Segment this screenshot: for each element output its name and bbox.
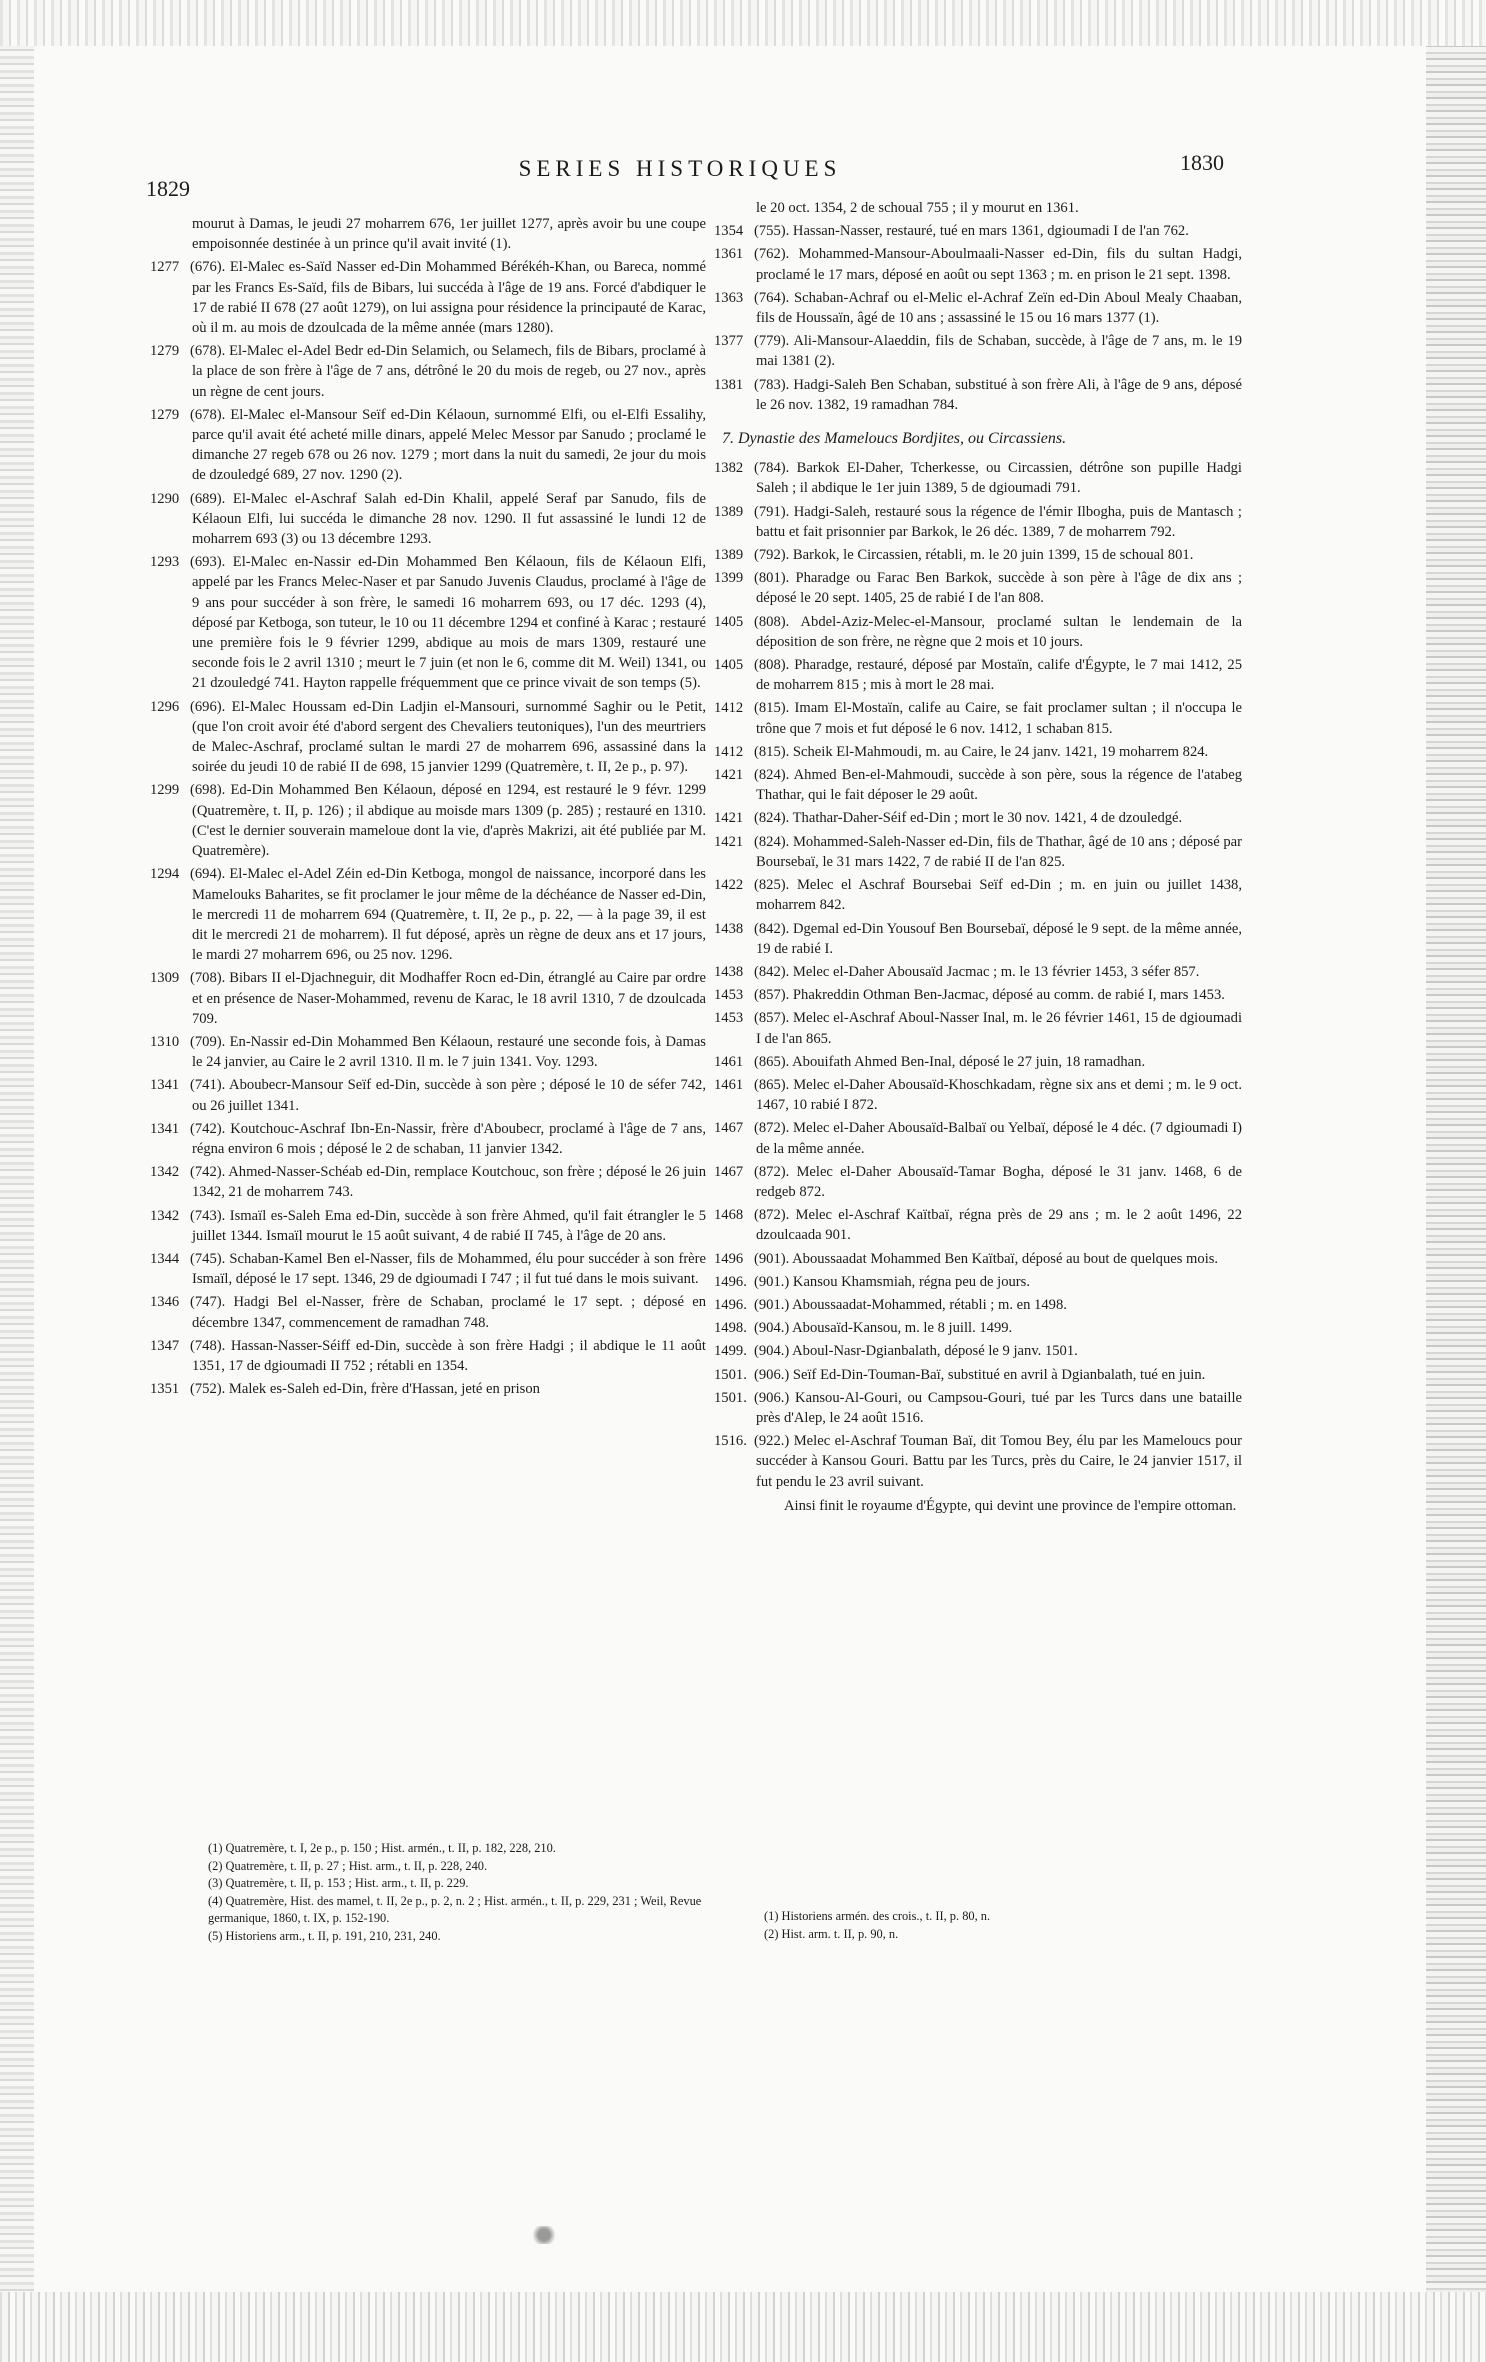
entry-text: (779). Ali-Mansour-Alaeddin, fils de Schaban, succède, à l'âge de 7 ans, m. le 19 mai 1381 (2). xyxy=(754,333,1242,370)
footnote: (2) Quatremère, t. II, p. 27 ; Hist. arm., t. II, p. 228, 240. xyxy=(208,1858,488,1873)
entry-year: 1310 xyxy=(150,1033,180,1050)
page-header xyxy=(0,150,1486,201)
entry-text: (696). El-Malec Houssam ed-Din Ladjin el-Mansouri, surnommé Saghir ou le Petit, (que l'on croit avoir été d'abord sergent des Chevaliers teutoniques), l'un des meurtriers de Malec-Aschraf, proclamé sultan le mardi 27 de moharrem 696, assassiné dans la soirée du jeudi 10 de rabié II de 698, 15 janvier 1299 (Quatremère, t. II, 2e p., p. 97). xyxy=(190,698,706,776)
entry-year: 1351 xyxy=(150,1381,180,1398)
entry-year: 1277 xyxy=(150,259,180,276)
chronology-entry xyxy=(150,1249,706,1289)
entry-year: 1405 xyxy=(714,613,744,630)
entry-text: (755). Hassan-Nasser, restauré, tué en mars 1361, dgioumadi I de l'an 762. xyxy=(754,223,1189,240)
entry-year: 1501. xyxy=(714,1389,747,1406)
right-column xyxy=(714,198,1242,1516)
entry-text: (865). Melec el-Daher Abousaïd-Khoschkadam, règne six ans et demi ; m. le 9 oct. 1467, 10 rabié I 872. xyxy=(754,1076,1242,1114)
chronology-entry xyxy=(714,1052,1242,1072)
chronology-entry xyxy=(714,919,1242,959)
chronology-entry xyxy=(150,341,706,402)
entry-text: (801). Pharadge ou Farac Ben Barkok, succède à son père à l'âge de dix ans ; déposé le 20 sept. 1405, 25 de rabié I de l'an 808. xyxy=(754,570,1242,607)
chronology-entry xyxy=(714,1008,1242,1048)
chronology-entry xyxy=(714,502,1242,542)
chronology-entry xyxy=(714,1205,1242,1245)
chronology-entry xyxy=(714,375,1242,415)
scan-edge-bottom xyxy=(0,2292,1486,2362)
entry-text: (748). Hassan-Nasser-Séiff ed-Din, succède à son frère Hadgi ; il abdique le 11 août 1351, 17 de dgioumadi II 752 ; rétabli en 1354. xyxy=(190,1337,706,1374)
chronology-entry xyxy=(714,1162,1242,1202)
entry-year: 1461 xyxy=(714,1053,744,1070)
entry-text: (865). Abouifath Ahmed Ben-Inal, déposé le 27 juin, 18 ramadhan. xyxy=(754,1053,1146,1070)
entry-text: (742). Ahmed-Nasser-Schéab ed-Din, remplace Koutchouc, son frère ; déposé le 26 juin 1342, 21 de moharrem 743. xyxy=(190,1164,706,1201)
entry-year: 1279 xyxy=(150,343,180,360)
page-number-right: 1830 xyxy=(1180,150,1224,175)
entry-text: (747). Hadgi Bel el-Nasser, frère de Schaban, proclamé le 17 sept. ; déposé en décembre 1347, commencement de ramadhan 748. xyxy=(190,1294,706,1331)
chronology-entry xyxy=(150,552,706,693)
entry-text: (842). Melec el-Daher Abousaïd Jacmac ; m. le 13 février 1453, 3 séfer 857. xyxy=(754,963,1200,980)
entry-text: mourut à Damas, le jeudi 27 moharrem 676, 1er juillet 1277, après avoir bu une coupe empoisonnée destinée à un prince qu'il avait invité (1). xyxy=(192,216,706,253)
footnote: (3) Quatremère, t. II, p. 153 ; Hist. arm., t. II, p. 229. xyxy=(208,1876,469,1890)
entry-text: (842). Dgemal ed-Din Yousouf Ben Boursebaï, déposé le 9 sept. de la même année, 19 de rabié I. xyxy=(754,920,1242,957)
chronology-entry xyxy=(150,1032,706,1072)
chronology-entry xyxy=(714,1295,1242,1315)
chronology-entry xyxy=(714,198,1242,218)
chronology-entry xyxy=(150,1162,706,1202)
entry-text: (783). Hadgi-Saleh Ben Schaban, substitué à son frère Ali, à l'âge de 9 ans, déposé le 26 nov. 1382, 19 ramadhan 784. xyxy=(754,376,1242,413)
entry-year: 1467 xyxy=(714,1163,744,1180)
entry-year: 1309 xyxy=(150,970,180,987)
chronology-entry xyxy=(714,545,1242,565)
chronology-entry xyxy=(714,331,1242,371)
chronology-entry xyxy=(714,1075,1242,1115)
entry-text: (676). El-Malec es-Saïd Nasser ed-Din Mohammed Bérékéh-Khan, ou Bareca, nommé par les Francs Es-Saïd, fils de Bibars, lui succéda à l'âge de 19 ans. Forcé d'abdiquer le 17 de rabié II 678 (27 août 1279), on lui assigna pour résidence la principauté de Karac, où il m. au mois de dzoulcada de la même année (mars 1280). xyxy=(190,259,706,337)
entry-year: 1422 xyxy=(714,877,744,894)
entry-year: 1461 xyxy=(714,1076,744,1093)
chronology-entry xyxy=(150,257,706,338)
entry-text: (825). Melec el Aschraf Boursebai Seïf ed-Din ; m. en juin ou juillet 1438, moharrem 842. xyxy=(754,877,1242,914)
chronology-entry xyxy=(150,1292,706,1332)
chronology-entry xyxy=(150,864,706,965)
page-number-left: 1829 xyxy=(146,176,190,201)
entry-text: (824). Thathar-Daher-Séif ed-Din ; mort le 30 nov. 1421, 4 de dzouledgé. xyxy=(754,810,1183,827)
entry-year: 1341 xyxy=(150,1077,180,1094)
entry-year: 1453 xyxy=(714,987,744,1004)
entry-text: (815). Imam El-Mostaïn, calife au Caire, se fait proclamer sultan ; il n'occupa le trône que 7 mois et fut déposé le 6 nov. 1412, 1 schaban 815. xyxy=(754,700,1242,737)
chronology-entry xyxy=(714,962,1242,982)
entry-text: (708). Bibars II el-Djachneguir, dit Modhaffer Rocn ed-Din, étranglé au Caire par ordre et en présence de Naser-Mohammed, revenu de Karac, le 18 avril 1310, 7 de dzoulcada 709. xyxy=(190,970,706,1027)
entry-text: (784). Barkok El-Daher, Tcherkesse, ou Circassien, détrône son pupille Hadgi Saleh ; il abdique le 1er juin 1389, 5 de dgioumadi 791. xyxy=(754,460,1242,497)
entry-text: (901.) Kansou Khamsmiah, régna peu de jours. xyxy=(754,1273,1030,1290)
chronology-entry xyxy=(150,780,706,861)
chronology-entry xyxy=(150,1119,706,1159)
right-column-bottom-entries xyxy=(714,458,1242,1492)
entry-text: (904.) Abousaïd-Kansou, m. le 8 juill. 1499. xyxy=(754,1320,1013,1337)
entry-year: 1516. xyxy=(714,1433,747,1450)
chronology-entry xyxy=(714,1341,1242,1361)
entry-year: 1496 xyxy=(714,1250,744,1267)
entry-year: 1299 xyxy=(150,782,180,799)
entry-year: 1498. xyxy=(714,1320,747,1337)
chronology-entry xyxy=(150,1336,706,1376)
chronology-entry xyxy=(150,968,706,1029)
chronology-entry xyxy=(150,214,706,254)
chronology-entry xyxy=(714,1272,1242,1292)
scan-edge-left xyxy=(0,0,34,2362)
chronology-entry xyxy=(714,698,1242,738)
footnote: (1) Historiens armén. des crois., t. II, p. 80, n. xyxy=(764,1909,991,1923)
chronology-entry xyxy=(714,742,1242,762)
chronology-entry xyxy=(714,765,1242,805)
entry-year: 1290 xyxy=(150,490,180,507)
chronology-entry xyxy=(714,1118,1242,1158)
chronology-entry xyxy=(714,655,1242,695)
entry-text: (857). Phakreddin Othman Ben-Jacmac, déposé au comm. de rabié I, mars 1453. xyxy=(754,987,1225,1004)
entry-text: (709). En-Nassir ed-Din Mohammed Ben Kélaoun, restauré une seconde fois, à Damas le 24 janvier, au Caire le 2 avril 1310. Il m. le 7 juin 1341. Voy. 1293. xyxy=(190,1033,706,1071)
running-title: SERIES HISTORIQUES xyxy=(518,156,842,181)
entry-text: (808). Pharadge, restauré, déposé par Mostaïn, calife d'Égypte, le 7 mai 1412, 25 de moharrem 815 ; mis à mort le 28 mai. xyxy=(754,657,1242,694)
entry-text: (752). Malek es-Saleh ed-Din, frère d'Hassan, jeté en prison xyxy=(190,1381,540,1398)
entry-text: (693). El-Malec en-Nassir ed-Din Mohammed Ben Kélaoun, fils de Kélaoun Elfi, appelé par les Francs Melec-Naser et par Sanudo Juvenis Claudus, proclamé à l'âge de 9 ans pour succéder à son frère, le samedi 16 moharrem 693, ou 17 déc. 1293 (4), déposé par Ketboga, son tuteur, le 10 ou 11 décembre 1294 et confiné à Karac ; restauré une première fois le 9 février 1299, abdique au mois de mars 1309, restauré une seconde fois le 2 avril 1310 ; meurt le 7 juin (et non le 6, comme dit M. Weil) 1341, ou 21 dzouledgé 741. Hayton rappelle fréquemment que ce prince vivait de son temps (5). xyxy=(190,554,706,692)
chronology-entry xyxy=(150,1206,706,1246)
chronology-entry xyxy=(714,808,1242,828)
entry-year: 1346 xyxy=(150,1294,180,1311)
footnote: (2) Hist. arm. t. II, p. 90, n. xyxy=(764,1926,899,1941)
chronology-entry xyxy=(714,1431,1242,1492)
entry-text: (741). Aboubecr-Mansour Seïf ed-Din, succède à son père ; déposé le 10 de séfer 742, ou 26 juillet 1341. xyxy=(190,1077,706,1114)
entry-text: (745). Schaban-Kamel Ben el-Nasser, fils de Mohammed, élu pour succéder à son frère Ismaïl, déposé le 17 sept. 1346, 29 de dgioumadi I 747 ; il fut tué dans le mois suivant. xyxy=(190,1250,706,1288)
entry-text: (901.) Aboussaadat-Mohammed, rétabli ; m. en 1498. xyxy=(754,1296,1067,1313)
entry-year: 1279 xyxy=(150,406,180,423)
entry-year: 1389 xyxy=(714,547,744,564)
entry-year: 1421 xyxy=(714,810,744,827)
entry-text: (872). Melec el-Daher Abousaïd-Balbaï ou Yelbaï, déposé le 4 déc. (7 dgioumadi I) de la même année. xyxy=(754,1120,1242,1157)
chronology-entry xyxy=(714,832,1242,872)
entry-text: (808). Abdel-Aziz-Melec-el-Mansour, proclamé sultan le lendemain de la déposition de son frère, ne règne que 2 mois et 10 jours. xyxy=(754,613,1242,650)
chronology-entry xyxy=(714,244,1242,284)
entry-year: 1342 xyxy=(150,1207,180,1224)
footnote: (4) Quatremère, Hist. des mamel, t. II, 2e p., p. 2, n. 2 ; Hist. armén., t. II, p. 229, 231 ; Weil, Revue germanique, 1860, t. IX, p. 152-190. xyxy=(208,1893,702,1925)
scan-edge-top xyxy=(0,0,1486,46)
chronology-entry xyxy=(150,405,706,486)
entry-year: 1496. xyxy=(714,1273,747,1290)
entry-text: (764). Schaban-Achraf ou el-Melic el-Achraf Zeïn ed-Din Aboul Mealy Chaaban, fils de Houssaïn, âgé de 10 ans ; assassiné le 15 ou 16 mars 1377 (1). xyxy=(754,289,1242,327)
entry-text: (904.) Aboul-Nasr-Dgianbalath, déposé le 9 janv. 1501. xyxy=(754,1343,1078,1360)
ink-blot xyxy=(530,2226,558,2244)
chronology-entry xyxy=(714,1388,1242,1428)
chronology-entry xyxy=(150,1379,706,1399)
entry-year: 1501. xyxy=(714,1366,747,1383)
entry-text: (698). Ed-Din Mohammed Ben Kélaoun, déposé en 1294, est restauré le 9 févr. 1299 (Quatremère, t. II, p. 126) ; il abdique au moisde mars 1309 (p. 285) ; restauré en 1310. (C'est le dernier souverain mameloue dont la vie, d'après Makrizi, ait été publiée par M. Quatremère). xyxy=(190,782,706,860)
entry-text: (762). Mohammed-Mansour-Aboulmaali-Nasser ed-Din, fils du sultan Hadgi, proclamé le 17 mars, déposé en août ou sept 1363 ; m. en prison le 21 sept. 1398. xyxy=(754,246,1242,283)
entry-text: (742). Koutchouc-Aschraf Ibn-En-Nassir, frère d'Aboubecr, proclamé à l'âge de 7 ans, régna environ 6 mois ; déposé le 2 de schaban, 11 janvier 1342. xyxy=(190,1120,706,1157)
chronology-entry xyxy=(150,697,706,778)
entry-text: (872). Melec el-Aschraf Kaïtbaï, régna près de 29 ans ; m. le 2 août 1496, 22 dzoulcaada 901. xyxy=(754,1207,1242,1244)
entry-text: (694). El-Malec el-Adel Zéin ed-Din Ketboga, mongol de naissance, incorporé dans les Mamelouks Baharites, se fit proclamer le jour même de la déchéance de Nasser ed-Din, le mercredi 11 de moharrem 694 (Quatremère, t. II, 2e p., p. 22, — à la page 39, il est dit le mercredi 21 de moharrem). Il fut déposé, après un règne de deux ans et 17 jours, le mardi 27 moharrem 696, ou 25 nov. 1296. xyxy=(190,866,706,964)
chronology-entry xyxy=(714,221,1242,241)
footnote: (5) Historiens arm., t. II, p. 191, 210, 231, 240. xyxy=(208,1928,441,1943)
chronology-entry xyxy=(714,288,1242,328)
entry-text: (743). Ismaïl es-Saleh Ema ed-Din, succède à son frère Ahmed, qu'il fait étrangler le 5 juillet 1344. Ismaïl mourut le 15 août suivant, 4 de rabié II 745, à l'âge de 20 ans. xyxy=(190,1207,706,1244)
footnotes-left xyxy=(208,1840,728,1945)
entry-year: 1381 xyxy=(714,376,744,393)
entry-year: 1412 xyxy=(714,700,744,717)
chronology-entry xyxy=(714,612,1242,652)
chronology-entry xyxy=(714,1318,1242,1338)
footnote: (1) Quatremère, t. I, 2e p., p. 150 ; Hist. armén., t. II, p. 182, 228, 210. xyxy=(208,1841,556,1855)
entry-text: (824). Mohammed-Saleh-Nasser ed-Din, fils de Thathar, âgé de 10 ans ; déposé par Boursebaï, le 31 mars 1422, 7 de rabié II de l'an 825. xyxy=(754,833,1242,870)
entry-text: (678). El-Malec el-Mansour Seïf ed-Din Kélaoun, surnommé Elfi, ou el-Elfi Essalihy, parce qu'il avait été acheté mille dinars, appelé Melec Messor par Sanudo ; proclamé le dimanche 27 regeb 678 ou 26 nov. 1279 ; mort dans la nuit du samedi, 2e jour du mois de dzouledgé 689, 27 nov. 1290 (2). xyxy=(190,406,706,484)
entry-year: 1342 xyxy=(150,1164,180,1181)
chronology-entry xyxy=(150,489,706,550)
entry-year: 1344 xyxy=(150,1250,180,1267)
entry-year: 1293 xyxy=(150,554,180,571)
chronology-entry xyxy=(714,568,1242,608)
entry-year: 1389 xyxy=(714,503,744,520)
entry-text: (906.) Seïf Ed-Din-Touman-Baï, substitué en avril à Dgianbalath, tué en juin. xyxy=(754,1366,1206,1383)
left-column xyxy=(150,214,706,1402)
entry-year: 1499. xyxy=(714,1343,747,1360)
entry-year: 1467 xyxy=(714,1120,744,1137)
entry-text: (901). Aboussaadat Mohammed Ben Kaïtbaï, déposé au bout de quelques mois. xyxy=(754,1250,1219,1267)
entry-text: le 20 oct. 1354, 2 de schoual 755 ; il y mourut en 1361. xyxy=(756,200,1079,216)
entry-year: 1377 xyxy=(714,333,744,350)
entry-text: (791). Hadgi-Saleh, restauré sous la régence de l'émir Ilbogha, puis de Mantasch ; battu et fait prisonnier par Barkok, le 26 déc. 1389, 7 de moharrem 792. xyxy=(754,503,1242,540)
entry-year: 1421 xyxy=(714,833,744,850)
entry-year: 1296 xyxy=(150,698,180,715)
entry-year: 1354 xyxy=(714,223,744,240)
scan-edge-right xyxy=(1426,0,1486,2362)
footnotes-right xyxy=(764,1908,1184,1943)
entry-text: (824). Ahmed Ben-el-Mahmoudi, succède à son père, sous la régence de l'atabeg Thathar, qui le fait déposer le 29 août. xyxy=(754,767,1242,804)
entry-year: 1399 xyxy=(714,570,744,587)
chronology-entry xyxy=(714,1249,1242,1269)
entry-year: 1412 xyxy=(714,743,744,760)
chronology-entry xyxy=(150,1075,706,1115)
entry-year: 1363 xyxy=(714,289,744,306)
entry-text: (872). Melec el-Daher Abousaïd-Tamar Bogha, déposé le 31 janv. 1468, 6 de redgeb 872. xyxy=(754,1163,1242,1200)
section-title: 7. Dynastie des Mameloucs Bordjites, ou Circassiens. xyxy=(722,430,1067,448)
entry-year: 1453 xyxy=(714,1010,744,1027)
entry-text: (906.) Kansou-Al-Gouri, ou Campsou-Gouri, tué par les Turcs dans une bataille près d'Alep, le 24 août 1516. xyxy=(754,1389,1242,1426)
entry-year: 1438 xyxy=(714,963,744,980)
entry-text: (922.) Melec el-Aschraf Touman Baï, dit Tomou Bey, élu par les Mameloucs pour succéder à Kansou Gouri. Battu par les Turcs, près du Caire, le 24 janvier 1517, il fut pendu le 23 avril suivant. xyxy=(754,1433,1242,1490)
closing-text: Ainsi finit le royaume d'Égypte, qui devint une province de l'empire ottoman. xyxy=(784,1497,1237,1514)
entry-year: 1496. xyxy=(714,1296,747,1313)
chronology-entry xyxy=(714,985,1242,1005)
entry-text: (815). Scheik El-Mahmoudi, m. au Caire, le 24 janv. 1421, 19 moharrem 824. xyxy=(754,743,1209,760)
chronology-entry xyxy=(714,1365,1242,1385)
entry-year: 1421 xyxy=(714,767,744,784)
entry-year: 1294 xyxy=(150,866,180,883)
entry-text: (678). El-Malec el-Adel Bedr ed-Din Selamich, ou Selamech, fils de Bibars, proclamé à la place de son frère à l'âge de 7 ans, détrôné le 20 du mois de regeb, ou 27 nov., après un règne de cent jours. xyxy=(190,343,706,400)
entry-year: 1382 xyxy=(714,460,744,477)
entry-text: (689). El-Malec el-Aschraf Salah ed-Din Khalil, appelé Seraf par Sanudo, fils de Kélaoun Elfi, lui succéda le dimanche 28 nov. 1290. Il fut assassiné le lundi 12 de moharrem 693 (3) ou 13 décembre 1293. xyxy=(190,490,706,548)
chronology-entry xyxy=(714,875,1242,915)
right-column-top-entries xyxy=(714,198,1242,415)
entry-year: 1438 xyxy=(714,920,744,937)
entry-year: 1347 xyxy=(150,1337,180,1354)
entry-text: (792). Barkok, le Circassien, rétabli, m. le 20 juin 1399, 15 de schoual 801. xyxy=(754,547,1194,564)
entry-text: (857). Melec el-Aschraf Aboul-Nasser Inal, m. le 26 février 1461, 15 de dgioumadi I de l'an 865. xyxy=(754,1010,1242,1047)
chronology-entry xyxy=(714,458,1242,498)
entry-year: 1341 xyxy=(150,1120,180,1137)
entry-year: 1361 xyxy=(714,246,744,263)
entry-year: 1405 xyxy=(714,657,744,674)
entry-year: 1468 xyxy=(714,1207,744,1224)
